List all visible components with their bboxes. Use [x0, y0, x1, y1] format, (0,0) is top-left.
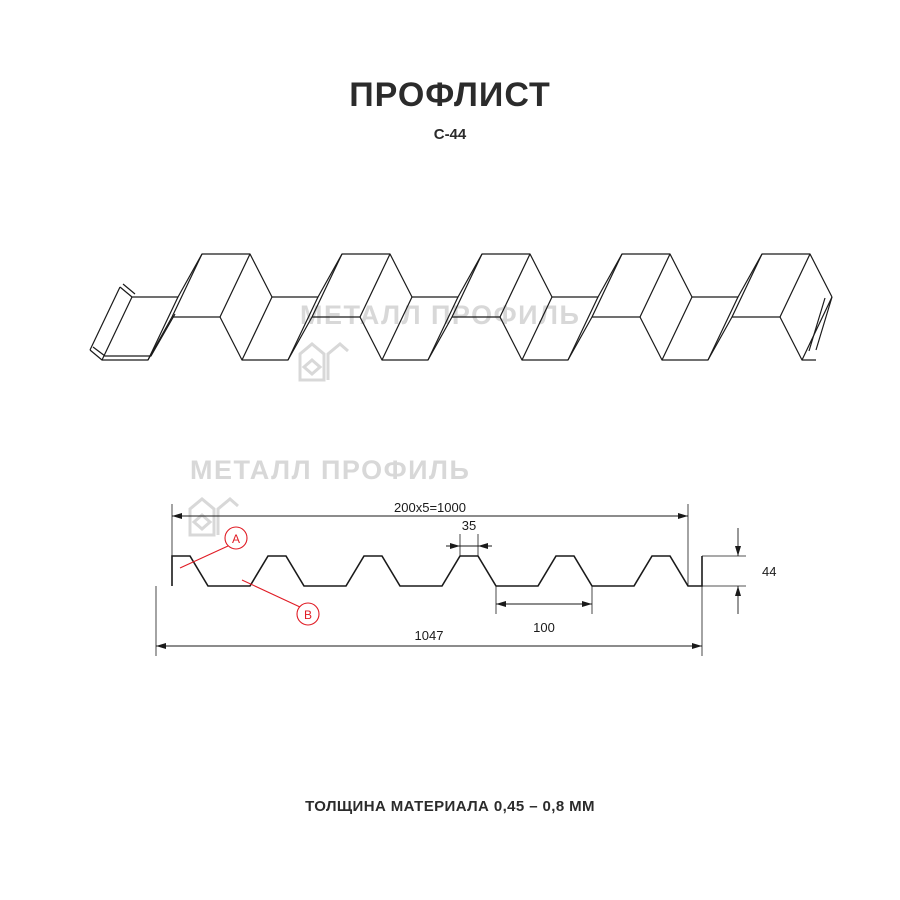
callout-b-label: B: [303, 608, 313, 622]
sheet-section-view: [150, 490, 810, 680]
product-code: C-44: [433, 126, 467, 143]
dim-overall-width: 1047: [414, 628, 444, 643]
callout-a-label: A: [231, 532, 241, 546]
dim-rib-top-width: 35: [461, 518, 477, 533]
title-block: [0, 78, 900, 143]
material-thickness-note: ТОЛЩИНА МАТЕРИАЛА 0,45 – 0,8 ММ: [305, 798, 595, 815]
dim-working-width: 200x5=1000: [394, 500, 466, 515]
dim-profile-height: 44: [762, 564, 777, 579]
page-title: ПРОФЛИСТ: [349, 76, 551, 114]
watermark-text-2: МЕТАЛЛ ПРОФИЛЬ: [190, 455, 471, 485]
dim-rib-pitch: 100: [533, 620, 555, 635]
sheet-perspective-view: [60, 225, 840, 385]
watermark-text-1: МЕТАЛЛ ПРОФИЛЬ: [300, 300, 581, 330]
